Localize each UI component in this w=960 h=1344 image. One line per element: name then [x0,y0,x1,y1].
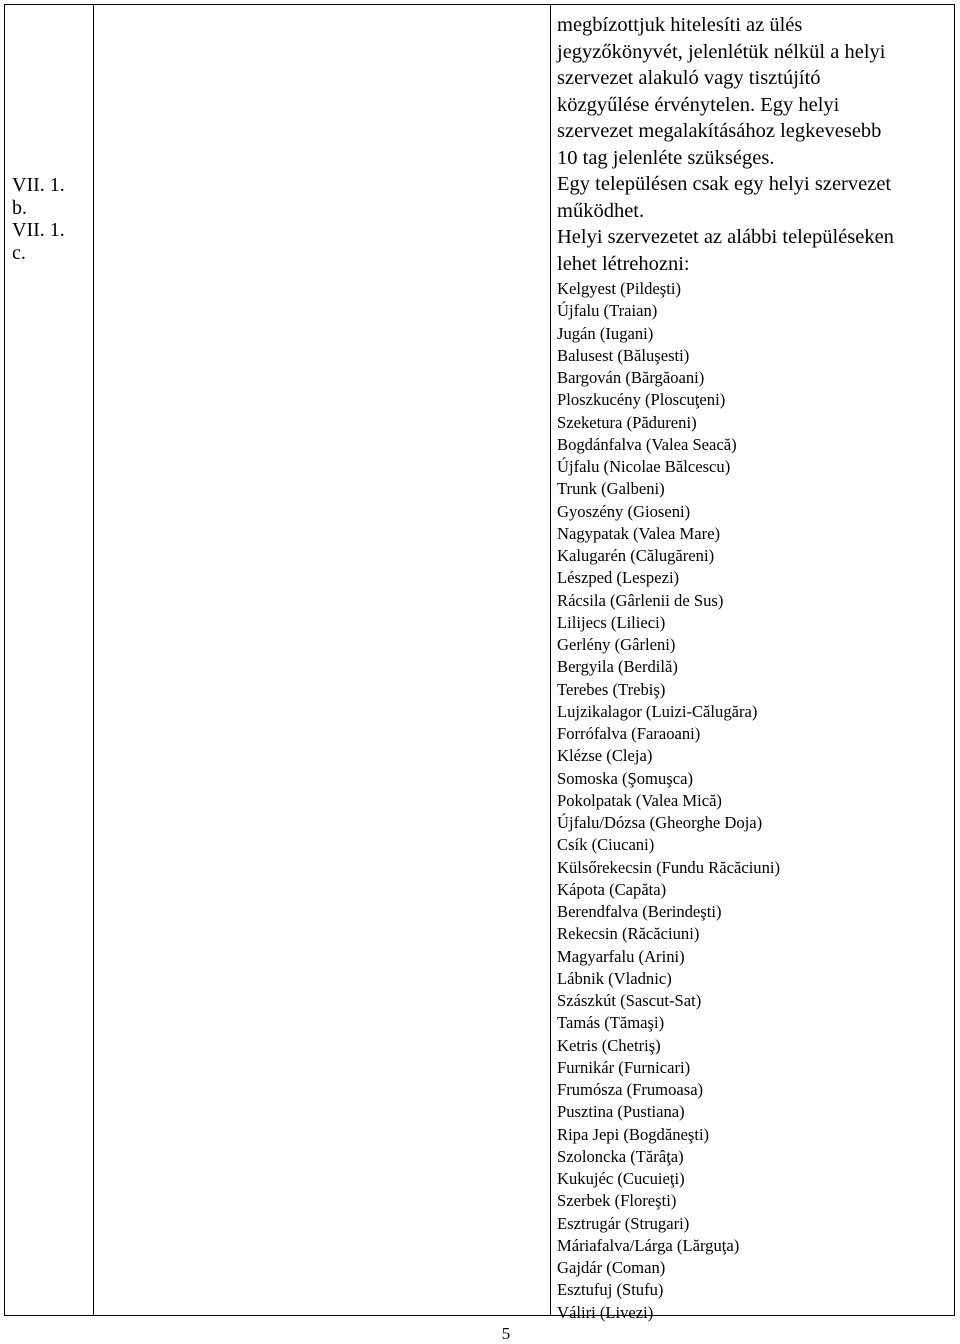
location-item: Somoska (Şomuşca) [557,768,693,788]
location-item: Lábnik (Vladnic) [557,968,672,988]
location-item: Rácsila (Gârlenii de Sus) [557,590,724,610]
location-item: Váliri (Livezi) [557,1302,654,1322]
location-item: Bogdánfalva (Valea Seacă) [557,434,737,454]
section-label-4: c. [12,241,26,264]
rule-b-paragraph [557,171,955,224]
location-item: Lujzikalagor (Luizi-Călugăra) [557,701,758,721]
location-item: Kalugarén (Călugăreni) [557,546,715,565]
location-item: Kukujéc (Cucuieţi) [557,1169,685,1188]
location-item: Rekecsin (Răcăciuni) [557,924,700,944]
location-item: Lilijecs (Lilieci) [557,612,666,632]
page-number: 5 [501,1324,511,1343]
location-item: Magyarfalu (Arini) [557,946,685,966]
column-divider-left [93,5,94,1315]
intro-paragraph [557,12,955,171]
location-item: Ploszkucény (Ploscuţeni) [557,390,726,410]
location-item: Furnikár (Furnicari) [557,1057,691,1077]
location-item: Gyoszény (Gioseni) [557,501,691,521]
document-table [4,4,955,1322]
location-item: Csík (Ciucani) [557,835,655,855]
column-divider-right [550,5,551,1315]
location-item: Lészped (Lespezi) [557,568,680,588]
location-item: Tamás (Tămaşi) [557,1013,665,1033]
location-item: Újfalu/Dózsa (Gheorghe Doja) [557,813,763,832]
location-item: Szászkút (Sascut-Sat) [557,991,702,1010]
text-line: 10 tag jelenléte szükséges. [557,146,775,169]
location-item: Ketris (Chetriş) [557,1035,661,1055]
location-item: Nagypatak (Valea Mare) [557,523,721,543]
location-item: Szerbek (Floreşti) [557,1191,677,1211]
text-line: lehet létrehozni: [557,252,690,275]
text-line: közgyűlése érvénytelen. Egy helyi [557,93,840,116]
text-line: jegyzőkönyvét, jelenlétük nélkül a helyi [557,40,886,63]
location-item: Terebes (Trebiş) [557,679,666,699]
location-item: Klézse (Cleja) [557,746,653,766]
location-item: Máriafalva/Lárga (Lărguţa) [557,1235,740,1255]
text-line: megbízottjuk hitelesíti az ülés [557,14,803,36]
location-item: Kelgyest (Pildeşti) [557,279,681,298]
location-item: Gajdár (Coman) [557,1258,666,1277]
location-item: Esztrugár (Strugari) [557,1213,690,1233]
location-item: Esztufuj (Stufu) [557,1280,664,1300]
location-item: Ripa Jepi (Bogdăneşti) [557,1124,710,1144]
section-label-1: VII. 1. [12,174,65,196]
text-line: Helyi szervezetet az alábbi településeken [557,226,894,248]
location-item: Szeketura (Pădureni) [557,412,697,432]
text-line: szervezet alakuló vagy tisztújító [557,67,821,89]
section-labels [12,174,88,264]
location-item: Trunk (Galbeni) [557,479,665,499]
location-item: Kápota (Capăta) [557,879,667,899]
location-item: Forrófalva (Faraoani) [557,724,701,743]
text-line: működhet. [557,199,645,222]
rule-c-paragraph [557,224,955,277]
location-item: Újfalu (Traian) [557,301,658,321]
location-item: Bergyila (Berdilă) [557,657,678,677]
location-item: Gerlény (Gârleni) [557,635,676,654]
location-item: Szoloncka (Tărâţa) [557,1146,684,1166]
location-item: Pusztina (Pustiana) [557,1102,685,1122]
location-list [557,278,955,1324]
location-item: Berendfalva (Berindeşti) [557,902,722,921]
location-item: Pokolpatak (Valea Mică) [557,790,722,810]
location-item: Frumósza (Frumoasa) [557,1080,704,1099]
location-item: Jugán (Iugani) [557,323,654,343]
location-item: Külsőrekecsin (Fundu Răcăciuni) [557,857,781,877]
text-line: Egy településen csak egy helyi szervezet [557,173,892,195]
text-line: szervezet megalakításához legkevesebb [557,120,882,142]
section-label-3: VII. 1. [12,219,65,241]
location-item: Bargován (Bărgăoani) [557,368,705,387]
location-item: Újfalu (Nicolae Bălcescu) [557,457,731,476]
section-label-2: b. [12,196,27,219]
rules-content [557,12,955,1324]
location-item: Balusest (Băluşesti) [557,345,690,365]
